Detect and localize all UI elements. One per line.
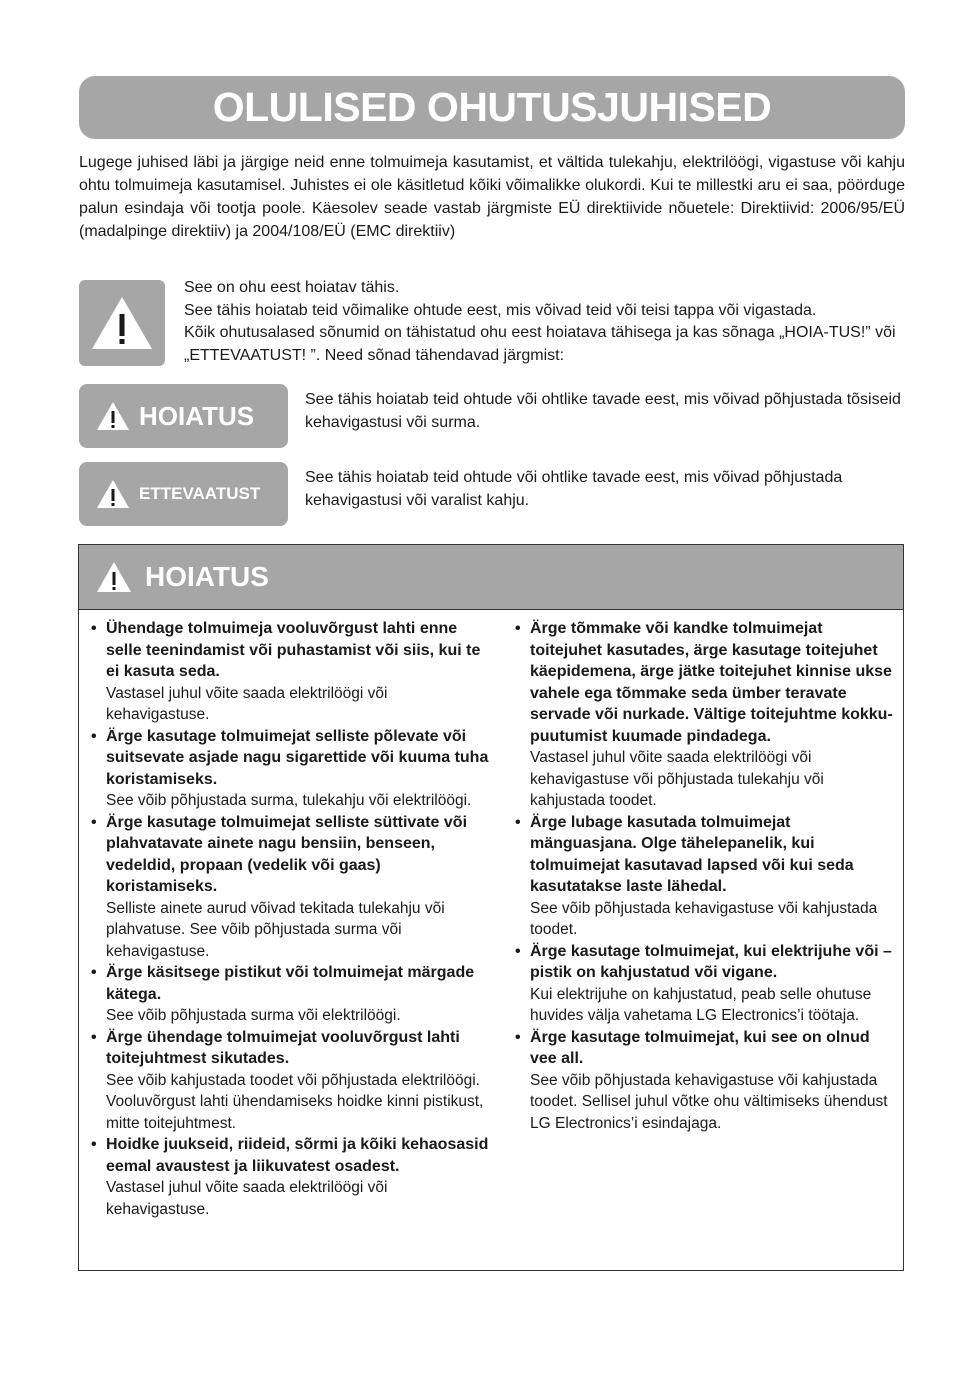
list-item xyxy=(515,618,893,812)
warning-box-header xyxy=(79,545,903,610)
symbol-line-2: See tähis hoiatab teid võimalike ohtude eest, mis võivad teid või teisi tappa või vigastada. xyxy=(184,301,817,319)
symbol-line-3: Kõik ohutusalased sõnumid on tähistatud ohu eest hoiatava tähisega ja kas sõnaga „HOIA-TUS!” või „ETTEVAATUST! ”. Need sõnad tähendavad järgmist: xyxy=(184,324,896,364)
list-item xyxy=(91,726,491,812)
list-item xyxy=(515,941,893,1027)
page-title: OLULISED OHUTUSJUHISED xyxy=(212,84,772,130)
ettevaatust-description: See tähis hoiatab teid ohtude või ohtlike tavade eest, mis võivad põhjustada kehavigastusi või varalist kahju. xyxy=(305,469,843,509)
warning-consequence-text: Vastasel juhul võite saada elektrilöögi või kehavigastuse. xyxy=(106,1179,388,1218)
ettevaatust-badge xyxy=(79,462,288,526)
list-item xyxy=(91,1134,491,1220)
warning-bold-text: • Ärge kasutage tolmuimejat selliste süttivate või plahvatavate ainete nagu bensiin, benseen, vedeldid, propaan (vedelik või gaas) koristamiseks. xyxy=(106,813,468,895)
list-item xyxy=(91,962,491,1027)
warning-bold-text: • Ärge kasutage tolmuimejat, kui elektrijuhe või –pistik on kahjustatud või vigane. xyxy=(530,942,892,981)
warning-consequence-text: See võib põhjustada kehavigastuse või kahjustada toodet. xyxy=(530,899,878,938)
warning-triangle-icon xyxy=(95,400,131,432)
warning-consequence-text: See võib põhjustada surma või elektrilöögi. xyxy=(106,1007,401,1024)
warning-bold-text: • Ühendage tolmuimeja vooluvõrgust lahti enne selle teenindamist või puhastamist või siis, kui te ei kasuta seda. xyxy=(106,620,481,680)
ettevaatust-label: ETTEVAATUST xyxy=(139,484,261,503)
symbol-line-1: See on ohu eest hoiatav tähis. xyxy=(184,279,400,296)
warning-symbol-box xyxy=(79,280,165,366)
warning-consequence-text: See võib kahjustada toodet või põhjustada elektrilöögi. Vooluvõrgust lahti ühendamiseks hoidke kinni pistikust, mitte toitejuhtmest. xyxy=(106,1071,484,1132)
title-banner xyxy=(79,76,905,139)
warning-bold-text: • Ärge kasutage tolmuimejat selliste põlevate või suitsevate asjade nagu sigarettide või kuuma tuha koristamiseks. xyxy=(106,727,489,788)
warning-bold-text: • Ärge kasutage tolmuimejat, kui see on olnud vee all. xyxy=(530,1028,870,1067)
warning-consequence-text: See võib põhjustada surma, tulekahju või elektrilöögi. xyxy=(106,792,472,809)
warning-bold-text: • Ärge ühendage tolmuimejat vooluvõrgust lahti toitejuhtmest sikutades. xyxy=(106,1028,460,1067)
warning-bold-text: • Ärge käsitsege pistikut või tolmuimejat märgade kätega. xyxy=(106,964,475,1003)
list-item xyxy=(515,812,893,941)
symbol-description xyxy=(184,277,905,367)
warning-list-right xyxy=(515,618,893,1134)
warning-consequence-text: Vastasel juhul võite saada elektrilöögi või kehavigastuse või põhjustada tulekahju või kahjustada toodet. xyxy=(530,749,824,809)
warning-list-left xyxy=(91,618,491,1220)
list-item xyxy=(91,1027,491,1135)
warning-triangle-icon xyxy=(95,560,133,594)
warning-triangle-icon xyxy=(95,478,131,510)
hoiatus-description: See tähis hoiatab teid ohtude või ohtlike tavade eest, mis võivad põhjustada tõsiseid kehavigastusi või surma. xyxy=(305,391,901,431)
intro-paragraph: Lugege juhised läbi ja järgige neid enne tolmuimeja kasutamist, et vältida tulekahju, elektrilöögi, vigastuse või kahju ohtu tolmuimeja kasutamisel. Juhistes ei ole käsitletud kõiki võimalikke olukordi. Kui te millestki aru ei saa, pöörduge palun esindaja või tootja poole. Käesolev seade vastab järgmiste EÜ direktiivide nõuetele: Direktiivid: 2006/95/EÜ (madalpinge direktiiv) ja 2004/108/EÜ (EMC direktiiv) xyxy=(79,154,905,240)
warning-consequence-text: Vastasel juhul võite saada elektrilöögi või kehavigastuse. xyxy=(106,684,388,723)
warning-triangle-icon xyxy=(89,294,155,352)
warning-bold-text: • Ärge tõmmake või kandke tolmuimejat toitejuhet kasutades, ärge kasutage toitejuhet käepidemena, ärge jätke toitejuhet kinnise ukse vahele ega tõmmake seda ümber teravate servade või nurkade. Vältige toitejuhtme kokku-puutumist kuumade pindadega. xyxy=(530,620,893,745)
warning-box xyxy=(78,544,904,1271)
warning-consequence-text: Kui elektrijuhe on kahjustatud, peab selle ohutuse huvides välja vahetama LG Electronics’i töötaja. xyxy=(530,985,872,1024)
hoiatus-badge xyxy=(79,384,288,448)
list-item xyxy=(91,618,491,726)
warning-consequence-text: See võib põhjustada kehavigastuse või kahjustada toodet. Sellisel juhul võtke ohu vältimiseks ühendust LG Electronics’i esindajaga. xyxy=(530,1071,888,1132)
warning-box-title: HOIATUS xyxy=(145,561,269,592)
warning-consequence-text: Selliste ainete aurud võivad tekitada tulekahju või plahvatuse. See võib põhjustada surma või kehavigastuse. xyxy=(106,899,445,960)
list-item xyxy=(515,1027,893,1135)
warning-bold-text: • Hoidke juukseid, riideid, sõrmi ja kõiki kehaosasid eemal avaustest ja liikuvatest osadest. xyxy=(106,1136,489,1175)
warning-bold-text: • Ärge lubage kasutada tolmuimejat mänguasjana. Olge tähelepanelik, kui tolmuimejat kasutavad lapsed või kui seda kasutatakse laste lähedal. xyxy=(530,813,854,895)
hoiatus-label: HOIATUS xyxy=(139,400,255,431)
list-item xyxy=(91,812,491,963)
